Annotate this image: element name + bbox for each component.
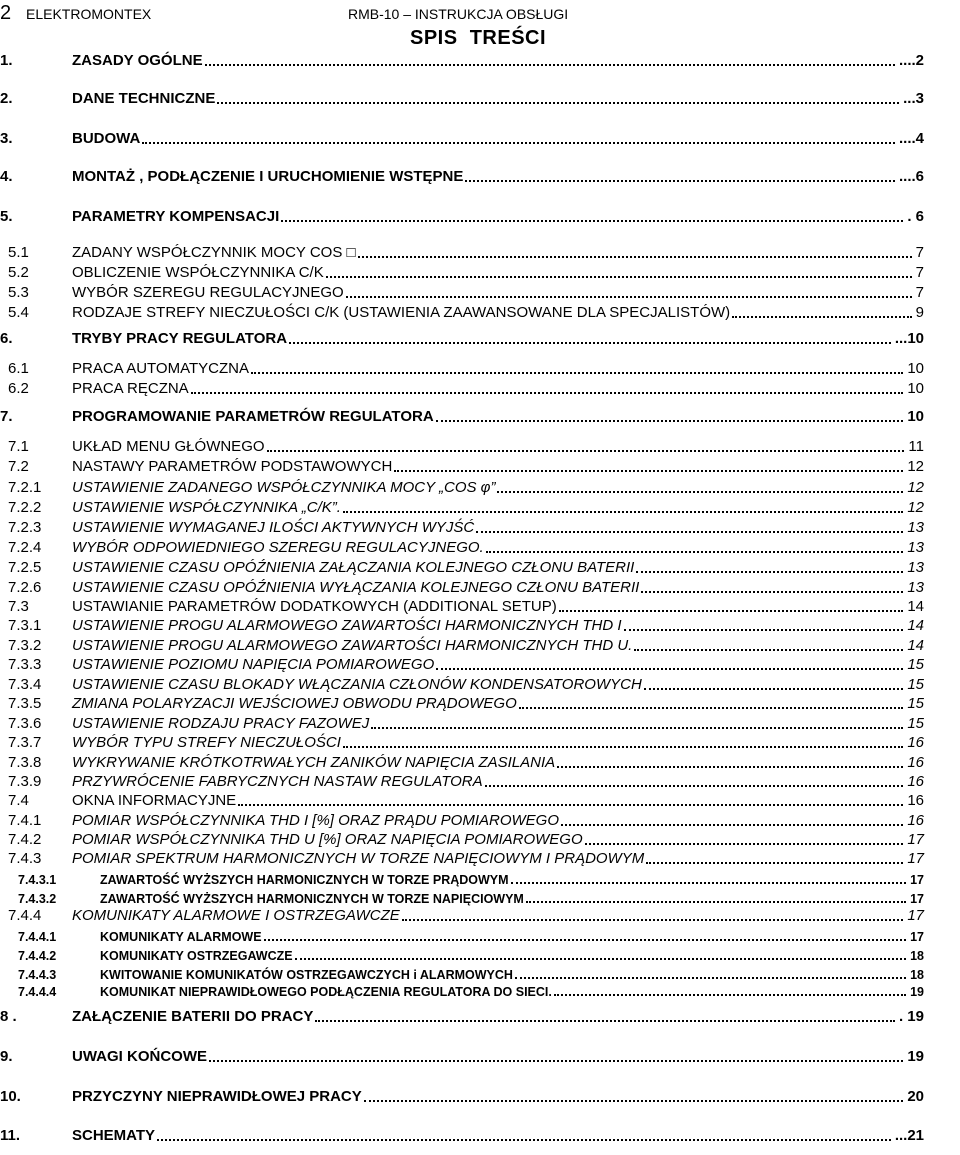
toc-entry-title: ZADANY WSPÓŁCZYNNIK MOCY COS □	[72, 244, 356, 261]
toc-entry-number: 7.4.2	[8, 831, 42, 848]
toc-entry-page: ...10	[894, 330, 924, 347]
toc-entry-number: 7.2.2	[8, 499, 42, 516]
toc-leader-dots	[557, 766, 903, 768]
toc-leader-dots	[636, 571, 903, 573]
toc-entry-page: 13	[907, 559, 924, 576]
toc-entry-number: 6.	[0, 330, 13, 347]
toc-entry-page: . 6	[907, 208, 924, 225]
toc-entry-title: KOMUNIKATY ALARMOWE	[100, 930, 262, 944]
toc-entry-page: 7	[915, 284, 924, 301]
toc-entry-number: 7.3.7	[8, 734, 42, 751]
toc-entry-number: 7.1	[8, 438, 29, 455]
toc-entry-number: 6.2	[8, 380, 29, 397]
toc-entry-page: ....4	[898, 130, 924, 147]
toc-entry-page: 11	[908, 438, 924, 455]
toc-entry-title: SCHEMATY	[72, 1127, 156, 1144]
toc-entry-number: 7.3.1	[8, 617, 42, 634]
toc-entry-number: 7.2.6	[8, 579, 42, 596]
toc-heading: SPIS TREŚCI	[410, 27, 547, 49]
toc-entry[interactable]	[0, 887, 924, 907]
toc-leader-dots	[343, 746, 903, 748]
toc-entry[interactable]	[0, 577, 924, 597]
toc-entry-page: 7	[915, 264, 924, 281]
toc-leader-dots	[624, 629, 904, 631]
toc-leader-dots	[371, 727, 903, 729]
toc-leader-dots	[343, 511, 903, 513]
toc-leader-dots	[402, 919, 904, 921]
toc-entry[interactable]	[0, 635, 924, 655]
toc-entry-title: UKŁAD MENU GŁÓWNEGO	[72, 438, 265, 455]
toc-leader-dots	[436, 420, 904, 422]
toc-leader-dots	[267, 450, 905, 452]
toc-entry[interactable]	[0, 980, 924, 1000]
toc-entry-title: USTAWIENIE WSPÓŁCZYNNIKA „C/K”.	[72, 499, 341, 516]
toc-entry-number: 7.3.6	[8, 715, 42, 732]
toc-entry-page: 16	[907, 773, 924, 790]
toc-entry-number: 1.	[0, 52, 13, 69]
toc-entry[interactable]	[0, 790, 924, 810]
toc-entry-page: 18	[910, 949, 924, 963]
toc-entry-number: 7.3.5	[8, 695, 42, 712]
toc-entry[interactable]	[0, 477, 924, 497]
toc-entry-number: 7.4.4	[8, 907, 42, 924]
toc-leader-dots	[646, 862, 903, 864]
toc-entry-title: POMIAR SPEKTRUM HARMONICZNYCH W TORZE NAPIĘCIOWYM I PRĄDOWYM	[72, 850, 645, 867]
toc-entry[interactable]	[0, 654, 924, 674]
toc-entry-title: KOMUNIKAT NIEPRAWIDŁOWEGO PODŁĄCZENIA REGULATORA DO SIECI.	[100, 985, 552, 999]
toc-entry-page: 16	[907, 812, 924, 829]
toc-entry-title: USTAWIENIE PROGU ALARMOWEGO ZAWARTOŚCI HARMONICZNYCH THD U.	[72, 637, 633, 654]
toc-entry-title: PROGRAMOWANIE PARAMETRÓW REGULATORA	[72, 408, 434, 425]
toc-entry-title: USTAWIENIE PROGU ALARMOWEGO ZAWARTOŚCI HARMONICZNYCH THD I	[72, 617, 622, 634]
toc-leader-dots	[634, 649, 903, 651]
toc-entry[interactable]	[0, 810, 924, 830]
toc-entry-number: 7.4.4.1	[18, 930, 57, 944]
toc-entry-title: OBLICZENIE WSPÓŁCZYNNIKA C/K	[72, 264, 324, 281]
toc-leader-dots	[486, 551, 904, 553]
toc-entry-title: WYBÓR SZEREGU REGULACYJNEGO	[72, 284, 344, 301]
toc-entry-title: POMIAR WSPÓŁCZYNNIKA THD U [%] ORAZ NAPIĘCIA POMIAROWEGO	[72, 831, 583, 848]
toc-entry[interactable]	[0, 378, 924, 398]
toc-entry[interactable]	[0, 771, 924, 791]
toc-entry-number: 5.	[0, 208, 13, 225]
toc-entry-number: 7.3.4	[8, 676, 42, 693]
toc-entry[interactable]	[0, 537, 924, 557]
toc-leader-dots	[364, 1100, 904, 1102]
toc-entry-number: 7.3.3	[8, 656, 42, 673]
toc-entry-page: ....2	[898, 52, 924, 69]
toc-entry-number: 7.4.4.2	[18, 949, 57, 963]
toc-entry-number: 5.1	[8, 244, 29, 261]
toc-entry[interactable]	[0, 302, 924, 322]
toc-entry-page: 15	[907, 656, 924, 673]
toc-leader-dots	[315, 1020, 895, 1022]
toc-entry[interactable]	[0, 166, 924, 186]
toc-entry[interactable]	[0, 868, 924, 888]
toc-leader-dots	[281, 220, 903, 222]
toc-entry-number: 8 .	[0, 1008, 17, 1025]
toc-entry-title: PRACA RĘCZNA	[72, 380, 189, 397]
toc-entry[interactable]	[0, 456, 924, 476]
toc-entry[interactable]	[0, 693, 924, 713]
toc-leader-dots	[732, 316, 912, 318]
toc-entry-number: 6.1	[8, 360, 29, 377]
toc-entry[interactable]	[0, 282, 924, 302]
toc-entry-number: 7.2	[8, 458, 29, 475]
toc-entry-title: ZAWARTOŚĆ WYŻSZYCH HARMONICZNYCH W TORZE PRĄDOWYM	[100, 873, 509, 887]
toc-entry-page: 10	[907, 360, 924, 377]
toc-entry-page: 12	[907, 479, 924, 496]
toc-entry-title: KOMUNIKATY OSTRZEGAWCZE	[100, 949, 293, 963]
toc-entry-number: 7.2.4	[8, 539, 42, 556]
document-title: RMB-10 – INSTRUKCJA OBSŁUGI	[348, 6, 569, 22]
toc-entry-title: USTAWIENIE RODZAJU PRACY FAZOWEJ	[72, 715, 370, 732]
toc-entry-title: OKNA INFORMACYJNE	[72, 792, 237, 809]
toc-entry-page: 18	[910, 968, 924, 982]
toc-entry-title: USTAWIENIE WYMAGANEJ ILOŚCI AKTYWNYCH WYJŚĆ	[72, 519, 475, 536]
toc-entry-page: 15	[907, 695, 924, 712]
toc-leader-dots	[251, 372, 903, 374]
toc-entry[interactable]	[0, 944, 924, 964]
toc-entry-page: 15	[907, 715, 924, 732]
toc-entry-title: ZMIANA POLARYZACJI WEJŚCIOWEJ OBWODU PRĄDOWEGO	[72, 695, 517, 712]
toc-entry-number: 3.	[0, 130, 13, 147]
toc-leader-dots	[485, 785, 904, 787]
toc-entry[interactable]	[0, 328, 924, 348]
toc-entry-title: PRACA AUTOMATYCZNA	[72, 360, 249, 377]
toc-entry[interactable]	[0, 262, 924, 282]
toc-entry-title: USTAWIENIE CZASU BLOKADY WŁĄCZANIA CZŁONÓW KONDENSATOROWYCH	[72, 676, 642, 693]
toc-leader-dots	[476, 531, 903, 533]
toc-entry[interactable]	[0, 88, 924, 108]
toc-entry-title: DANE TECHNICZNE	[72, 90, 216, 107]
toc-entry-number: 9.	[0, 1048, 13, 1065]
toc-entry-title: WYKRYWANIE KRÓTKOTRWAŁYCH ZANIKÓW NAPIĘCIA ZASILANIA	[72, 754, 556, 771]
toc-entry-number: 7.4.1	[8, 812, 42, 829]
toc-entry-page: . 19	[898, 1008, 924, 1025]
toc-entry-page: 10	[907, 380, 924, 397]
toc-leader-dots	[238, 804, 903, 806]
toc-entry-title: UWAGI KOŃCOWE	[72, 1048, 207, 1065]
toc-entry-title: USTAWIENIE CZASU OPÓŹNIENIA ZAŁĄCZANIA KOLEJNEGO CZŁONU BATERII	[72, 559, 635, 576]
toc-entry-title: POMIAR WSPÓŁCZYNNIKA THD I [%] ORAZ PRĄDU POMIAROWEGO	[72, 812, 559, 829]
toc-entry[interactable]	[0, 1006, 924, 1026]
toc-entry[interactable]	[0, 752, 924, 772]
toc-entry-page: 17	[910, 930, 924, 944]
toc-entry-number: 2.	[0, 90, 13, 107]
toc-entry-number: 7.4.4.3	[18, 968, 57, 982]
toc-entry-page: 13	[907, 519, 924, 536]
toc-entry-title: USTAWIENIE POZIOMU NAPIĘCIA POMIAROWEGO	[72, 656, 435, 673]
toc-entry-number: 10.	[0, 1088, 21, 1105]
toc-entry-page: 19	[907, 1048, 924, 1065]
toc-entry-title: ZASADY OGÓLNE	[72, 52, 203, 69]
toc-entry-page: 7	[915, 244, 924, 261]
toc-leader-dots	[217, 102, 899, 104]
toc-entry[interactable]	[0, 674, 924, 694]
toc-entry-title: ZAWARTOŚĆ WYŻSZYCH HARMONICZNYCH W TORZE NAPIĘCIOWYM	[100, 892, 524, 906]
toc-entry[interactable]	[0, 557, 924, 577]
toc-entry-page: 17	[910, 873, 924, 887]
toc-leader-dots	[519, 707, 904, 709]
toc-entry-title: MONTAŻ , PODŁĄCZENIE I URUCHOMIENIE WSTĘPNE	[72, 168, 464, 185]
toc-leader-dots	[289, 342, 891, 344]
toc-leader-dots	[497, 491, 903, 493]
toc-entry[interactable]	[0, 242, 924, 262]
toc-entry-title: KWITOWANIE KOMUNIKATÓW OSTRZEGAWCZYCH i ALARMOWYCH	[100, 968, 513, 982]
toc-entry[interactable]	[0, 1046, 924, 1066]
toc-entry-page: 13	[907, 579, 924, 596]
toc-entry-page: 17	[907, 850, 924, 867]
toc-entry-title: NASTAWY PARAMETRÓW PODSTAWOWYCH	[72, 458, 393, 475]
toc-leader-dots	[205, 64, 895, 66]
toc-entry-page: 14	[907, 598, 924, 615]
toc-entry-number: 5.3	[8, 284, 29, 301]
toc-entry-number: 7.4.3.2	[18, 892, 57, 906]
toc-entry-page: 19	[910, 985, 924, 999]
toc-entry-title: WYBÓR TYPU STREFY NIECZUŁOŚCI	[72, 734, 341, 751]
toc-entry-page: 17	[910, 892, 924, 906]
toc-entry[interactable]	[0, 1086, 924, 1106]
toc-leader-dots	[295, 958, 907, 960]
toc-entry-number: 7.	[0, 408, 13, 425]
toc-leader-dots	[394, 470, 903, 472]
toc-entry-number: 7.3.8	[8, 754, 42, 771]
toc-entry-title: USTAWIENIE CZASU OPÓŹNIENIA WYŁĄCZANIA KOLEJNEGO CZŁONU BATERII	[72, 579, 640, 596]
toc-entry-number: 7.4.4.4	[18, 985, 57, 999]
toc-leader-dots	[554, 994, 906, 996]
toc-entry-number: 7.4	[8, 792, 29, 809]
toc-entry[interactable]	[0, 497, 924, 517]
toc-leader-dots	[142, 142, 895, 144]
toc-entry[interactable]	[0, 436, 924, 456]
toc-entry[interactable]	[0, 206, 924, 226]
toc-leader-dots	[559, 610, 904, 612]
toc-leader-dots	[436, 668, 903, 670]
toc-leader-dots	[511, 882, 907, 884]
toc-entry[interactable]	[0, 905, 924, 925]
toc-entry-page: 14	[907, 617, 924, 634]
toc-leader-dots	[515, 977, 906, 979]
toc-entry[interactable]	[0, 829, 924, 849]
toc-entry-page: 14	[907, 637, 924, 654]
toc-entry-page: ...21	[894, 1127, 924, 1144]
toc-entry-title: USTAWIENIE ZADANEGO WSPÓŁCZYNNIKA MOCY „COS φ”	[72, 479, 496, 496]
toc-entry-number: 7.2.3	[8, 519, 42, 536]
toc-entry-title: TRYBY PRACY REGULATORA	[72, 330, 288, 347]
toc-leader-dots	[644, 688, 904, 690]
toc-leader-dots	[465, 180, 895, 182]
toc-entry-number: 7.3	[8, 598, 29, 615]
toc-leader-dots	[358, 256, 912, 258]
toc-entry-number: 7.4.3	[8, 850, 42, 867]
toc-entry-page: 20	[907, 1088, 924, 1105]
toc-entry-title: PRZYCZYNY NIEPRAWIDŁOWEJ PRACY	[72, 1088, 362, 1105]
page-number: 2	[0, 2, 12, 24]
toc-entry-page: 17	[907, 831, 924, 848]
toc-entry-title: PARAMETRY KOMPENSACJI	[72, 208, 280, 225]
toc-entry-page: 12	[907, 499, 924, 516]
toc-leader-dots	[561, 824, 903, 826]
toc-entry[interactable]	[0, 713, 924, 733]
toc-entry[interactable]	[0, 406, 924, 426]
toc-entry[interactable]	[0, 732, 924, 752]
company-name: ELEKTROMONTEX	[26, 6, 152, 22]
toc-entry-number: 7.3.9	[8, 773, 42, 790]
toc-leader-dots	[346, 296, 912, 298]
toc-entry-page: 16	[907, 754, 924, 771]
toc-entry-page: 15	[907, 676, 924, 693]
toc-entry-number: 4.	[0, 168, 13, 185]
toc-entry-title: KOMUNIKATY ALARMOWE I OSTRZEGAWCZE	[72, 907, 400, 924]
toc-leader-dots	[585, 843, 904, 845]
toc-entry-page: ....6	[898, 168, 924, 185]
toc-entry-title: WYBÓR ODPOWIEDNIEGO SZEREGU REGULACYJNEGO.	[72, 539, 484, 556]
toc-entry-page: 16	[907, 792, 924, 809]
toc-entry[interactable]	[0, 615, 924, 635]
toc-leader-dots	[264, 939, 907, 941]
toc-entry-number: 7.4.3.1	[18, 873, 57, 887]
toc-entry[interactable]	[0, 1125, 924, 1145]
toc-entry-title: ZAŁĄCZENIE BATERII DO PRACY	[72, 1008, 314, 1025]
toc-entry[interactable]	[0, 50, 924, 70]
toc-entry-title: PRZYWRÓCENIE FABRYCZNYCH NASTAW REGULATORA	[72, 773, 483, 790]
toc-entry-number: 7.2.1	[8, 479, 42, 496]
toc-entry-page: 17	[907, 907, 924, 924]
toc-entry-title: BUDOWA	[72, 130, 141, 147]
toc-entry[interactable]	[0, 596, 924, 616]
toc-entry-page: 12	[907, 458, 924, 475]
toc-entry-number: 7.3.2	[8, 637, 42, 654]
toc-entry-title: USTAWIANIE PARAMETRÓW DODATKOWYCH (ADDITIONAL SETUP)	[72, 598, 557, 615]
toc-entry-number: 11.	[0, 1127, 21, 1144]
toc-entry[interactable]	[0, 358, 924, 378]
toc-entry-number: 5.2	[8, 264, 29, 281]
toc-entry-number: 7.2.5	[8, 559, 42, 576]
toc-entry-page: 16	[907, 734, 924, 751]
toc-leader-dots	[326, 276, 912, 278]
toc-leader-dots	[641, 591, 903, 593]
toc-leader-dots	[209, 1060, 903, 1062]
toc-leader-dots	[191, 392, 904, 394]
toc-entry-page: 13	[907, 539, 924, 556]
toc-entry-page: 9	[915, 304, 924, 321]
toc-entry[interactable]	[0, 925, 924, 945]
toc-entry[interactable]	[0, 517, 924, 537]
toc-entry-page: ...3	[903, 90, 924, 107]
toc-entry[interactable]	[0, 128, 924, 148]
toc-leader-dots	[157, 1139, 891, 1141]
toc-entry[interactable]	[0, 848, 924, 868]
toc-entry-number: 5.4	[8, 304, 29, 321]
toc-leader-dots	[526, 901, 906, 903]
toc-entry-page: 10	[907, 408, 924, 425]
toc-entry-title: RODZAJE STREFY NIECZUŁOŚCI C/K (USTAWIENIA ZAAWANSOWANE DLA SPECJALISTÓW)	[72, 304, 731, 321]
